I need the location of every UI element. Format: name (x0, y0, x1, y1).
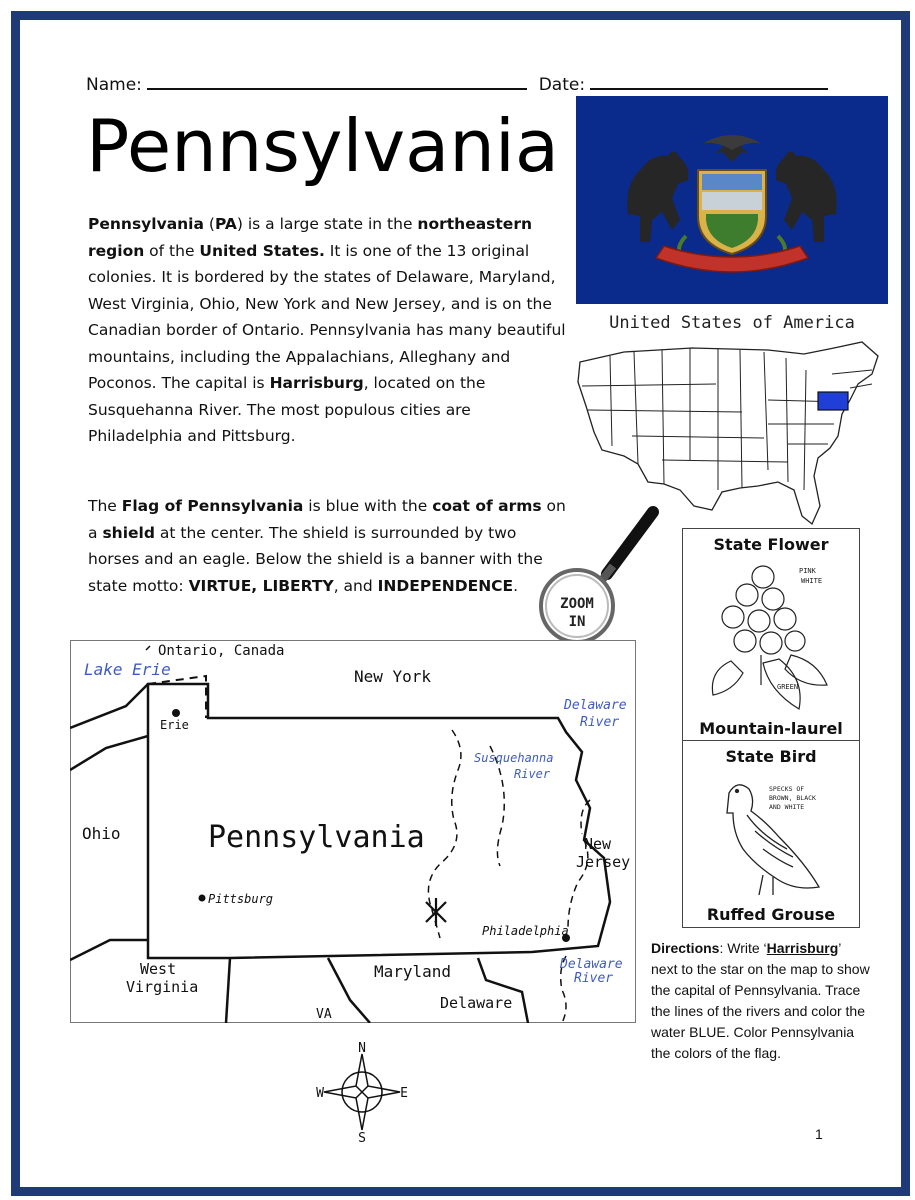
page-title: Pennsylvania (86, 104, 560, 188)
ohio-label: Ohio (82, 824, 121, 843)
paragraph2-segment: The (88, 497, 122, 515)
new-york-label: New York (354, 667, 432, 686)
ontario-label: Ontario, Canada (158, 643, 285, 659)
name-label: Name: (86, 75, 142, 95)
pittsburg-label: Pittsburg (208, 892, 274, 906)
state-bird-heading: State Bird (725, 747, 817, 766)
new-jersey-line2: Jersey (576, 853, 631, 871)
erie-label: Erie (160, 718, 189, 732)
bird-note-line2: BROWN, BLACK (769, 794, 816, 802)
compass-east: E (400, 1086, 408, 1101)
va-label: VA (316, 1007, 332, 1022)
directions-capital: Harrisburg (766, 940, 839, 956)
paragraph1-segment: It is one of the 13 original colonies. It is bordered by the states of Delaware, Maryland, West Virginia, Ohio, New York and New Jersey, and is on the Canadian border of Ontario. Pennsylvania has many beautiful mountains, including the Appalachians, Alleghany and Poconos. The capital is (88, 241, 566, 392)
delaware-river-top-line1: Delaware (564, 698, 627, 713)
paragraph1-segment: ) is a large state in the (236, 215, 418, 233)
coat-of-arms-icon (576, 96, 888, 304)
bird-note-line3: AND WHITE (769, 803, 805, 811)
directions-part2: ’ next to the star on the map to show the capital of Pennsylvania. Trace the lines of the rivers and color the water BLUE. Color Pennsylvania the colors of the flag. (651, 940, 870, 1061)
flower-green-label: GREEN (777, 683, 799, 691)
state-flower-name: Mountain-laurel (699, 719, 843, 738)
flag-paragraph (88, 493, 568, 599)
paragraph1-segment: of the (144, 241, 200, 260)
maryland-label: Maryland (374, 962, 452, 981)
paragraph1-segment: northeastern region (88, 215, 532, 260)
west-virginia-line2: Virginia (126, 978, 199, 996)
state-flower-heading: State Flower (713, 535, 829, 554)
bird-note-line1: SPECKS OF (769, 785, 805, 793)
compass-north: N (358, 1041, 366, 1056)
new-jersey-line1: New (584, 835, 612, 853)
zoom-text-line2: IN (568, 614, 586, 630)
state-bird-name: Ruffed Grouse (706, 905, 836, 924)
paragraph1-segment: United States. (199, 241, 325, 260)
paragraph2-segment: at the center. The shield is surrounded by two horses and an eagle. Below the shield is a banner with the state motto: (88, 523, 543, 595)
delaware-river-bottom-line1: Delaware (560, 957, 623, 972)
pittsburg-dot (199, 895, 206, 902)
paragraph2-segment: Flag of Pennsylvania (121, 497, 304, 515)
paragraph2-segment: coat of arms (432, 497, 542, 515)
pennsylvania-flag (576, 96, 888, 304)
paragraph2-segment: VIRTUE, LIBERTY (188, 576, 334, 595)
page-number: 1 (815, 1126, 823, 1142)
compass-rose-icon (312, 1040, 412, 1144)
pennsylvania-outline-map (70, 640, 636, 1023)
paragraph2-segment: shield (102, 523, 155, 542)
paragraph2-segment: on a (88, 497, 566, 542)
paragraph2-segment: is blue with the (303, 497, 433, 515)
paragraph1-segment: Harrisburg (269, 374, 364, 392)
compass-south: S (358, 1131, 366, 1144)
paragraph1-segment: , located on the Susquehanna River. The most populous cities are Philadelphia and Pittsburg. (88, 374, 486, 445)
directions-lead: Directions (651, 940, 720, 956)
erie-dot (172, 709, 180, 717)
delaware-river-bottom-line2: River (574, 971, 614, 986)
susquehanna-line2: River (514, 767, 551, 781)
map-state-name: Pennsylvania (208, 820, 425, 855)
name-date-line (86, 72, 846, 95)
flower-white-label: WHITE (801, 577, 823, 585)
paragraph2-segment: , and (333, 576, 378, 595)
paragraph1-segment: ( (203, 215, 215, 233)
delaware-label: Delaware (440, 994, 513, 1012)
west-virginia-line1: West (140, 960, 177, 978)
zoom-magnifier-icon (535, 500, 665, 650)
pennsylvania-highlight (818, 392, 848, 410)
paragraph1-segment: PA (214, 215, 237, 233)
directions-part1: : Write ‘ (719, 940, 767, 956)
name-blank[interactable] (147, 72, 527, 90)
ruffed-grouse-bird-icon (707, 771, 847, 901)
mountain-laurel-flower-icon (701, 555, 841, 715)
philadelphia-label: Philadelphia (482, 924, 569, 938)
delaware-river-top-line2: River (580, 715, 620, 730)
paragraph1-segment: Pennsylvania (88, 215, 204, 233)
flower-pink-label: PINK (799, 567, 816, 575)
directions-text (651, 938, 871, 1064)
date-label: Date: (538, 75, 586, 95)
susquehanna-line1: Susquehanna (474, 751, 554, 765)
usa-map-title: United States of America (609, 313, 855, 333)
lake-erie-label: Lake Erie (84, 660, 171, 679)
intro-paragraph (88, 211, 568, 450)
paragraph2-segment: INDEPENDENCE (377, 576, 514, 595)
state-flower-box (682, 528, 860, 742)
state-bird-box (682, 740, 860, 928)
paragraph2-segment: . (513, 576, 519, 595)
date-blank[interactable] (590, 72, 828, 90)
zoom-text-line1: ZOOM (560, 596, 594, 612)
compass-west: W (316, 1086, 324, 1101)
